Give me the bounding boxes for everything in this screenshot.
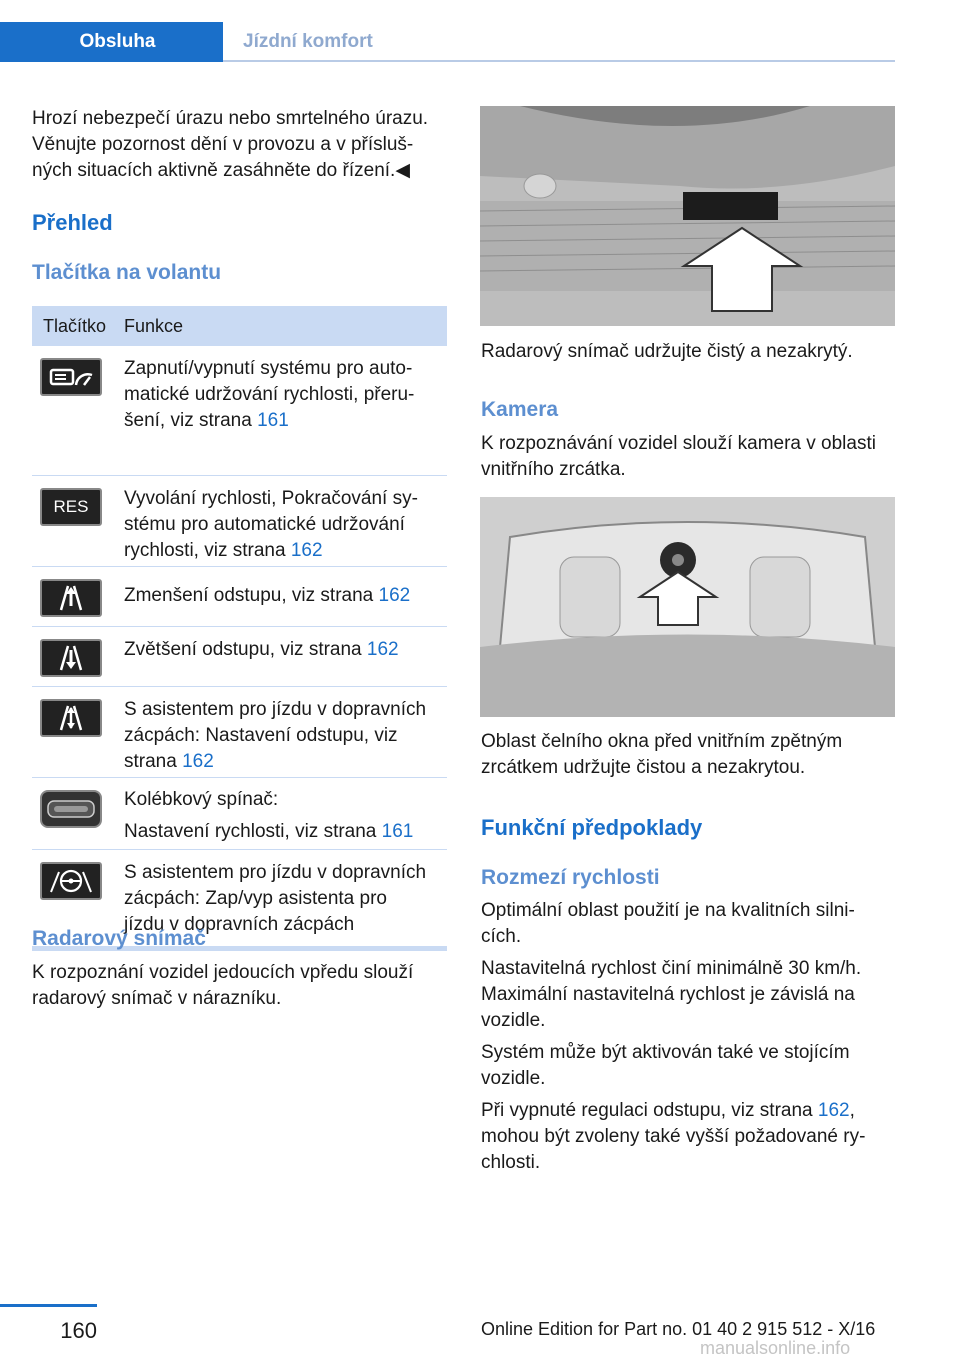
row-text: zácpách: Zap/vyp asistenta pro bbox=[124, 888, 387, 909]
page-link[interactable]: 162 bbox=[366, 639, 399, 660]
row-text: Zvětšení odstupu, viz strana bbox=[124, 639, 367, 660]
row-text: jízdu v dopravních zácpách bbox=[124, 914, 355, 935]
page-link[interactable]: 161 bbox=[257, 410, 289, 431]
heading-kamera: Kamera bbox=[481, 398, 559, 421]
page-link[interactable]: 162 bbox=[817, 1100, 850, 1121]
header-divider bbox=[223, 60, 895, 62]
page-link[interactable]: 162 bbox=[378, 585, 411, 606]
row-text: matické udržování rychlosti, přeru‐ bbox=[124, 384, 415, 405]
table-row bbox=[32, 476, 447, 567]
table-header-function: Funkce bbox=[124, 315, 184, 336]
heading-radar: Radarový snímač bbox=[32, 927, 206, 950]
tab-jizdni-komfort[interactable]: Jízdní komfort bbox=[223, 22, 895, 62]
intro-warning bbox=[32, 106, 452, 184]
table-row bbox=[32, 627, 447, 687]
distance-increase-icon bbox=[40, 639, 102, 677]
res-icon: RES bbox=[40, 488, 102, 526]
intro-line: ných situacích aktivně zasáhněte do řízení.◀ bbox=[32, 160, 410, 181]
traffic-jam-distance-icon bbox=[40, 699, 102, 737]
page-number: 160 bbox=[60, 1318, 97, 1343]
edition-footer: Online Edition for Part no. 01 40 2 915 512 - X/16 bbox=[481, 1319, 876, 1339]
buttons-table bbox=[32, 306, 447, 951]
watermark: manualsonline.info bbox=[700, 1338, 851, 1358]
camera-windshield-photo bbox=[480, 497, 895, 717]
kamera-text: K rozpoznávání vozidel slouží kamera v oblasti vnitřního zrcátka. bbox=[481, 433, 876, 480]
header-tabs bbox=[0, 22, 895, 64]
table-header bbox=[32, 306, 447, 346]
heading-funkcni: Funkční předpoklady bbox=[481, 815, 703, 840]
heading-rozmezi: Rozmezí rychlosti bbox=[481, 866, 660, 889]
row-text: šení, viz strana bbox=[124, 410, 258, 431]
table-row bbox=[32, 567, 447, 627]
heading-tlacitka: Tlačítka na volantu bbox=[32, 261, 222, 284]
row-text: S asistentem pro jízdu v dopravních bbox=[124, 862, 427, 883]
speed-range-text: Optimální oblast použití je na kvalitních silni‐ cích. Nastavitelná rychlost činí minimálně 30 km/h. Maximální nastavitelná rychlost je závislá na vozidle. Systém může být aktivován také ve stojícím vozidle. Při vypnuté regulaci odstupu, viz strana 162, mohou být zvoleny také vyšší požadované ry‐ chlosti. bbox=[481, 900, 866, 1173]
speed-distance-icon bbox=[40, 358, 102, 396]
page-link[interactable]: 162 bbox=[290, 540, 323, 561]
traffic-jam-assistant-icon bbox=[40, 862, 102, 900]
row-text: strana bbox=[124, 751, 183, 772]
radar-text: K rozpoznání vozidel jedoucích vpředu slouží radarový snímač v nárazníku. bbox=[32, 962, 414, 1009]
row-text: stému pro automatické udržování bbox=[124, 514, 405, 535]
row-text: Zapnutí/vypnutí systému pro auto‐ bbox=[124, 358, 413, 379]
distance-decrease-icon bbox=[40, 579, 102, 617]
radar-sensor-photo bbox=[480, 106, 895, 326]
row-text: Zmenšení odstupu, viz strana bbox=[124, 585, 379, 606]
tab-obsluha[interactable]: Obsluha bbox=[0, 22, 223, 62]
row-text: rychlosti, viz strana bbox=[124, 540, 291, 561]
page-link[interactable]: 162 bbox=[182, 751, 214, 772]
row-text: Vyvolání rychlosti, Pokračování sy‐ bbox=[124, 488, 418, 509]
table-row bbox=[32, 346, 447, 476]
table-header-button: Tlačítko bbox=[43, 315, 107, 336]
page-number-rule bbox=[0, 1304, 97, 1307]
camera-caption: Oblast čelního okna před vnitřním zpětným zrcátkem udržujte čistou a nezakrytou. bbox=[481, 731, 843, 778]
table-row bbox=[32, 687, 447, 778]
intro-line: Hrozí nebezpečí úrazu nebo smrtelného úrazu. bbox=[32, 108, 429, 129]
row-text: zácpách: Nastavení odstupu, viz bbox=[124, 725, 398, 746]
table-row bbox=[32, 778, 447, 850]
page-link[interactable]: 161 bbox=[381, 821, 414, 842]
row-text: Kolébkový spínač: bbox=[124, 789, 279, 810]
rocker-switch-icon bbox=[40, 790, 102, 828]
radar-caption: Radarový snímač udržujte čistý a nezakrytý. bbox=[481, 341, 853, 362]
heading-prehled: Přehled bbox=[32, 210, 113, 235]
row-text: Nastavení rychlosti, viz strana bbox=[124, 821, 382, 842]
row-text: S asistentem pro jízdu v dopravních bbox=[124, 699, 427, 720]
intro-line: Věnujte pozornost dění v provozu a v přísluš‐ bbox=[32, 134, 414, 155]
